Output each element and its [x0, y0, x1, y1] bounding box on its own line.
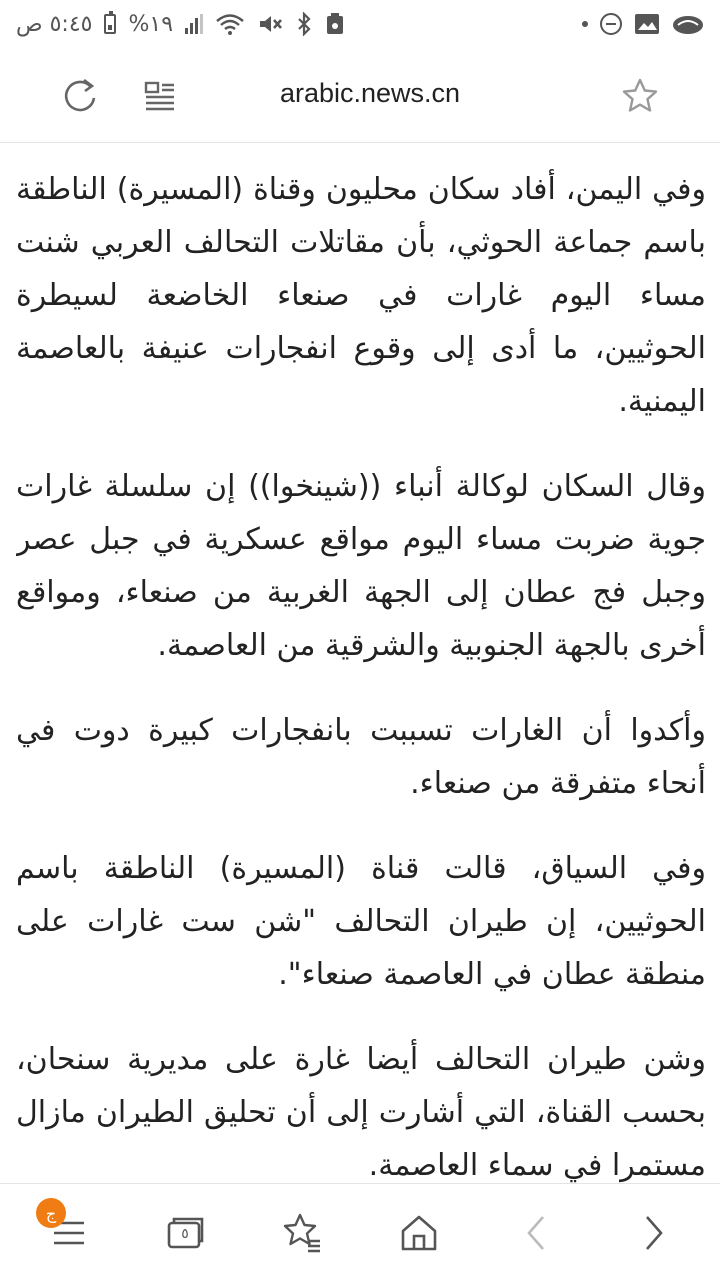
status-bar-left [16, 12, 345, 37]
wifi-icon [215, 12, 245, 36]
mute-icon [257, 12, 283, 36]
tabs-button[interactable] [160, 1208, 210, 1258]
reload-button[interactable] [58, 74, 102, 118]
bookmarks-button[interactable] [277, 1208, 327, 1258]
article-body [16, 143, 706, 1183]
back-button[interactable] [512, 1208, 562, 1258]
home-icon [398, 1212, 440, 1254]
forward-button[interactable] [628, 1208, 678, 1258]
home-button[interactable] [394, 1208, 444, 1258]
status-bar [0, 0, 720, 48]
notification-badge: ج [36, 1198, 66, 1228]
previous-line-fragment [16, 143, 706, 163]
battery-icon [104, 14, 116, 34]
save-icon [325, 12, 345, 36]
star-icon [620, 76, 660, 116]
bookmark-star-button[interactable] [618, 74, 662, 118]
clock: ٥:٤٥ ص [16, 11, 93, 37]
article-paragraph-5: وشن طيران التحالف أيضا غارة على مديرية سنحان، بحسب القناة، التي أشارت إلى أن تحليق الطيران مازال مستمرا في سماء العاصمة. [16, 1042, 706, 1183]
minus-circle-icon [600, 13, 622, 35]
browser-toolbar [0, 48, 720, 143]
reader-mode-button[interactable] [138, 74, 182, 118]
reader-mode-icon [143, 79, 177, 113]
reload-icon [60, 76, 100, 116]
battery-percent: %١٩ [128, 11, 174, 37]
dot-icon [582, 21, 588, 27]
bookmarks-icon [280, 1211, 324, 1255]
bottom-navigation-bar [0, 1183, 720, 1280]
back-icon [519, 1213, 555, 1253]
cloud-icon [672, 13, 704, 35]
tabs-count: ٥ [181, 1226, 189, 1242]
image-icon [634, 13, 660, 35]
signal-icon [185, 14, 203, 34]
article-paragraph-4: وفي السياق، قالت قناة (المسيرة) الناطقة باسم الحوثيين، إن طيران التحالف "شن ست غارات على منطقة عطان في العاصمة صنعاء". [16, 851, 706, 992]
article-paragraph-2: وقال السكان لوكالة أنباء ((شينخوا)) إن سلسلة غارات جوية ضربت مساء اليوم مواقع عسكرية في جبل عصر وجبل فج عطان إلى الجهة الغربية من صنعاء، ومواقع أخرى بالجهة الجنوبية والشرقية من العاصمة. [16, 469, 706, 663]
bluetooth-icon [295, 12, 313, 36]
article-paragraph-1: وفي اليمن، أفاد سكان محليون وقناة (المسيرة) الناطقة باسم جماعة الحوثي، بأن مقاتلات التحالف العربي شنت مساء اليوم غارات في صنعاء الخاضعة لسيطرة الحوثيين، ما أدى إلى وقوع انفجارات عنيفة بالعاصمة اليمنية. [16, 172, 706, 419]
article-paragraph-3: وأكدوا أن الغارات تسببت بانفجارات كبيرة دوت في أنحاء متفرقة من صنعاء. [16, 713, 706, 801]
status-bar-right [582, 13, 704, 35]
forward-icon [635, 1213, 671, 1253]
url-text[interactable]: arabic.news.cn [279, 78, 461, 108]
